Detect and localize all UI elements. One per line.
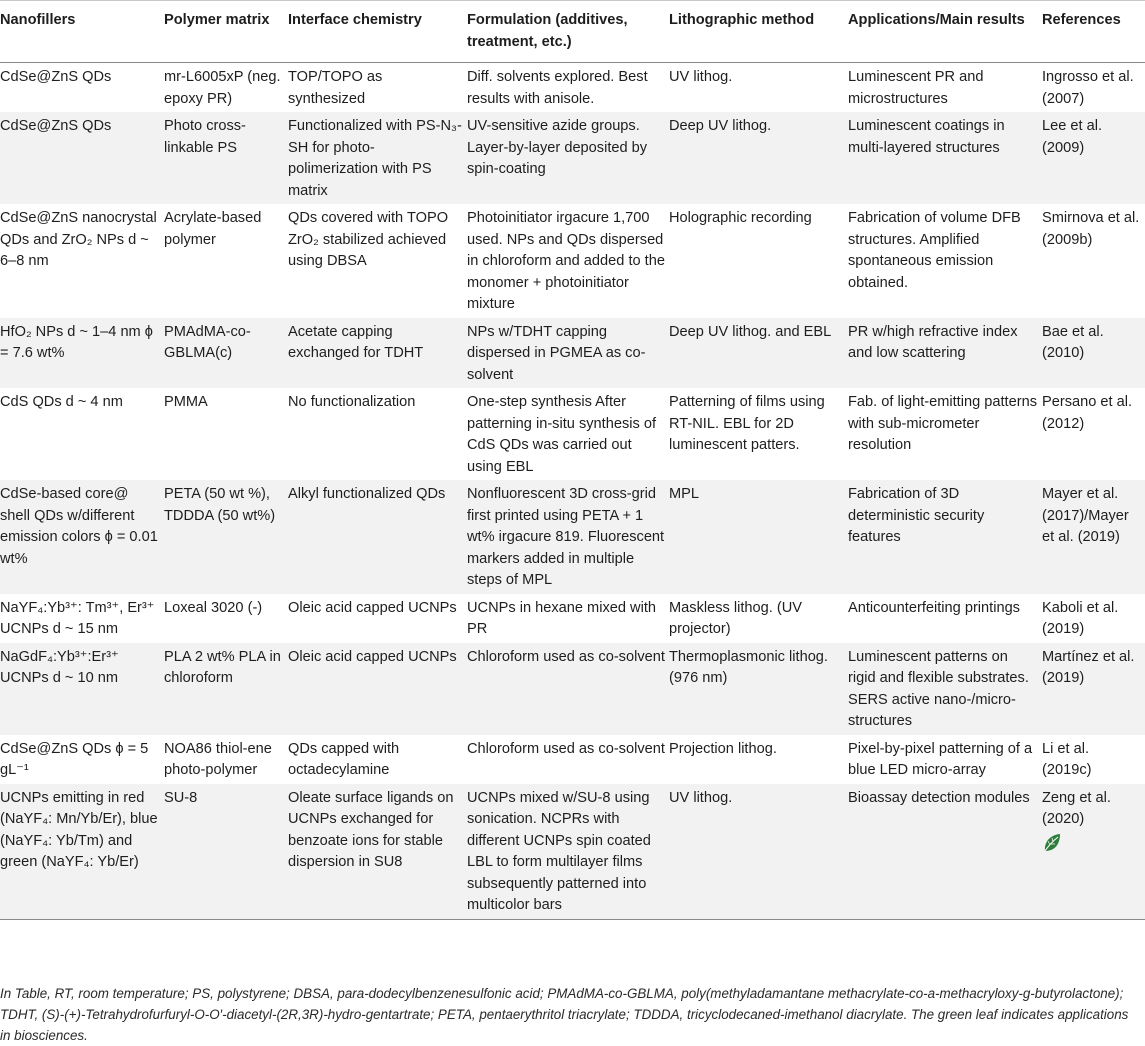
cell-references: Ingrosso et al. (2007): [1042, 69, 1134, 107]
cell-lithographic-method: UV lithog.: [669, 69, 733, 85]
table-row: [0, 63, 1145, 113]
cell-references: Kaboli et al. (2019): [1042, 599, 1119, 637]
header-polymer-matrix: Polymer matrix: [164, 1, 288, 63]
cell-nanofillers: NaGdF₄:Yb³⁺:Er³⁺ UCNPs d ~ 10 nm: [0, 643, 164, 735]
table-row: [0, 735, 1145, 784]
cell-nanofillers: CdSe-based core@ shell QDs w/different emission colors ϕ = 0.01 wt%: [0, 480, 164, 594]
cell-nanofillers: CdS QDs d ~ 4 nm: [0, 394, 123, 410]
cell-references: Mayer et al. (2017)/Mayer et al. (2019): [1042, 480, 1145, 594]
cell-references: Li et al. (2019c): [1042, 740, 1092, 778]
cell-formulation: UV-sensitive azide groups. Layer-by-layer deposited by spin-coating: [467, 112, 669, 204]
cell-references: Persano et al. (2012): [1042, 394, 1133, 432]
cell-applications: Fabrication of volume DFB structures. Amplified spontaneous emission obtained.: [848, 210, 1021, 291]
cell-interface-chemistry: QDs capped with octadecylamine: [288, 740, 400, 778]
table-row: [0, 204, 1145, 318]
cell-formulation: UCNPs mixed w/SU-8 using sonication. NCPRs with different UCNPs spin coated LBL to form multilayer films subsequently patterned into multicolor bars: [467, 784, 669, 920]
cell-polymer-matrix: Acrylate-based polymer: [164, 210, 262, 248]
cell-nanofillers: HfO₂ NPs d ~ 1–4 nm ϕ = 7.6 wt%: [0, 318, 164, 389]
cell-polymer-matrix: SU-8: [164, 784, 288, 920]
cell-polymer-matrix: Photo cross-linkable PS: [164, 112, 288, 204]
header-applications: Applications/Main results: [848, 1, 1042, 63]
cell-references: Smirnova et al. (2009b): [1042, 210, 1140, 248]
table-row: [0, 784, 1145, 920]
cell-lithographic-method: Projection lithog.: [669, 740, 777, 757]
cell-lithographic-method: Maskless lithog. (UV projector): [669, 599, 803, 637]
cell-references: Bae et al. (2010): [1042, 318, 1145, 389]
table-row: [0, 594, 1145, 643]
header-formulation: Formulation (additives, treatment, etc.): [467, 1, 669, 63]
cell-interface-chemistry: Oleic acid capped UCNPs: [288, 643, 467, 735]
cell-lithographic-method: Holographic recording: [669, 210, 812, 226]
cell-lithographic-method: UV lithog.: [669, 784, 848, 920]
table-row: [0, 643, 1145, 735]
cell-polymer-matrix: Loxeal 3020 (-): [164, 599, 263, 616]
cell-formulation: One-step synthesis After patterning in-situ synthesis of CdS QDs was carried out using EBL: [467, 394, 657, 475]
cell-polymer-matrix: mr-L6005xP (neg. epoxy PR): [164, 69, 281, 107]
cell-applications: Bioassay detection modules: [848, 784, 1042, 920]
cell-interface-chemistry: Oleate surface ligands on UCNPs exchanged for benzoate ions for stable dispersion in SU8: [288, 784, 467, 920]
table-row: [0, 480, 1145, 594]
cell-polymer-matrix: PMMA: [164, 394, 208, 410]
cell-formulation: Photoinitiator irgacure 1,700 used. NPs and QDs dispersed in chloroform and added to the monomer + photoinitiator mixture: [467, 210, 665, 312]
header-nanofillers: Nanofillers: [0, 1, 164, 63]
cell-applications: Luminescent coatings in multi-layered structures: [848, 112, 1042, 204]
cell-formulation: Nonfluorescent 3D cross-grid first printed using PETA + 1 wt% irgacure 819. Fluorescent markers added in multiple steps of MPL: [467, 480, 669, 594]
header-references: References: [1042, 1, 1145, 63]
cell-applications: Luminescent PR and microstructures: [848, 69, 984, 107]
cell-formulation: UCNPs in hexane mixed with PR: [467, 599, 656, 637]
cell-interface-chemistry: Alkyl functionalized QDs: [288, 480, 467, 594]
cell-polymer-matrix: PMAdMA-co-GBLMA(c): [164, 318, 288, 389]
cell-applications: Luminescent patterns on rigid and flexible substrates. SERS active nano-/micro-structures: [848, 643, 1042, 735]
cell-interface-chemistry: Oleic acid capped UCNPs: [288, 599, 457, 616]
cell-references: [1042, 784, 1145, 920]
cell-references: Martínez et al. (2019): [1042, 643, 1145, 735]
cell-interface-chemistry: No functionalization: [288, 394, 416, 410]
cell-applications: Anticounterfeiting printings: [848, 599, 1020, 616]
cell-nanofillers: CdSe@ZnS QDs ϕ = 5 gL⁻¹: [0, 740, 149, 778]
cell-polymer-matrix: PLA 2 wt% PLA in chloroform: [164, 643, 288, 735]
cell-nanofillers: CdSe@ZnS QDs: [0, 112, 164, 204]
cell-applications: Fab. of light-emitting patterns with sub-micrometer resolution: [848, 394, 1037, 453]
cell-lithographic-method: Thermoplasmonic lithog. (976 nm): [669, 643, 848, 735]
cell-references: Lee et al. (2009): [1042, 112, 1145, 204]
header-interface-chemistry: Interface chemistry: [288, 1, 467, 63]
table-row: [0, 318, 1145, 389]
cell-interface-chemistry: Acetate capping exchanged for TDHT: [288, 318, 467, 389]
cell-applications: Fabrication of 3D deterministic security features: [848, 480, 1042, 594]
table-footnote: In Table, RT, room temperature; PS, polystyrene; DBSA, para-dodecylbenzenesulfonic acid; PMAdMA-co-GBLMA, poly(methyladamantane methacrylate-co-a-methacryloxy-g-butyrolactone); TDHT, (S)-(+)-Tetrahydrofurfuryl-O-O′-diacetyl-(2R,3R)-hydro-gentartrate; PETA, pentaerythritol triacrylate; TDDDA, tricyclodecaned-imethanol diacrylate. The green leaf indicates applications in biosciences.: [0, 986, 1129, 1043]
cell-formulation: NPs w/TDHT capping dispersed in PGMEA as co-solvent: [467, 318, 669, 389]
reference-text: Zeng et al. (2020): [1042, 789, 1111, 827]
cell-applications: PR w/high refractive index and low scattering: [848, 318, 1042, 389]
cell-formulation: Chloroform used as co-solvent: [467, 740, 665, 757]
cell-lithographic-method: Deep UV lithog.: [669, 112, 848, 204]
green-leaf-icon: [1042, 832, 1062, 854]
table-row: [0, 388, 1145, 480]
cell-nanofillers: NaYF₄:Yb³⁺: Tm³⁺, Er³⁺ UCNPs d ~ 15 nm: [0, 599, 155, 637]
cell-nanofillers: CdSe@ZnS nanocrystal QDs and ZrO₂ NPs d ~ 6–8 nm: [0, 210, 157, 269]
cell-interface-chemistry: QDs covered with TOPO ZrO₂ stabilized achieved using DBSA: [288, 210, 449, 269]
header-row: [0, 1, 1145, 63]
table-row: [0, 112, 1145, 204]
cell-formulation: Diff. solvents explored. Best results with anisole.: [467, 69, 648, 107]
cell-lithographic-method: MPL: [669, 480, 848, 594]
cell-interface-chemistry: Functionalized with PS-N₃-SH for photo-polimerization with PS matrix: [288, 112, 467, 204]
cell-lithographic-method: Deep UV lithog. and EBL: [669, 318, 848, 389]
cell-polymer-matrix: NOA86 thiol-ene photo-polymer: [164, 740, 272, 778]
cell-interface-chemistry: TOP/TOPO as synthesized: [288, 69, 383, 107]
header-lithographic-method: Lithographic method: [669, 1, 848, 63]
cell-lithographic-method: Patterning of films using RT-NIL. EBL for 2D luminescent patters.: [669, 394, 825, 453]
cell-nanofillers: UCNPs emitting in red (NaYF₄: Mn/Yb/Er), blue (NaYF₄: Yb/Tm) and green (NaYF₄: Yb/Er): [0, 784, 164, 920]
cell-polymer-matrix: PETA (50 wt %), TDDDA (50 wt%): [164, 480, 288, 594]
cell-formulation: Chloroform used as co-solvent: [467, 643, 669, 735]
cell-nanofillers: CdSe@ZnS QDs: [0, 69, 112, 85]
cell-applications: Pixel-by-pixel patterning of a blue LED micro-array: [848, 740, 1033, 778]
